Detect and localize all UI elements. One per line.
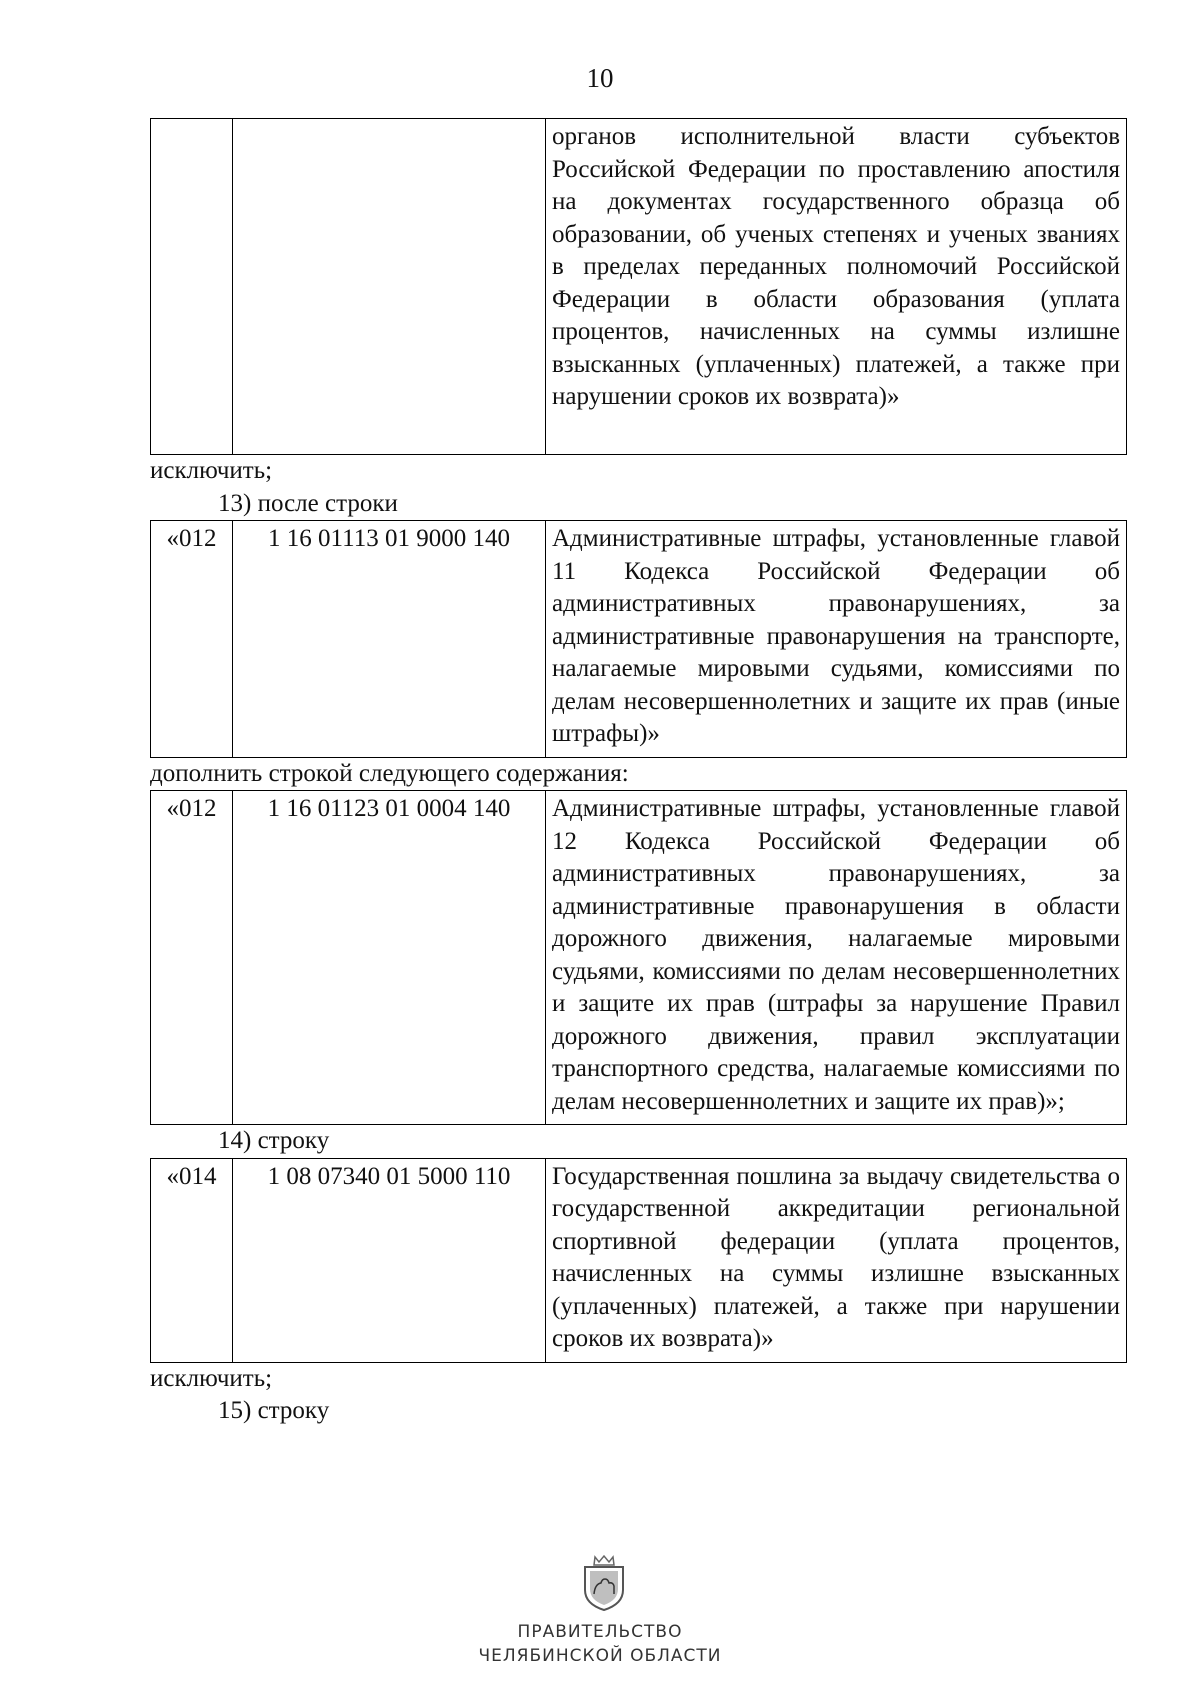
chelyabinsk-coat-of-arms-icon <box>581 1554 627 1612</box>
code-table-item-14 <box>150 1158 1127 1363</box>
admin-code-cell: «014 <box>151 1158 233 1362</box>
item-14-heading: 14) строку <box>218 1127 330 1154</box>
org-name-line-2: ЧЕЛЯБИНСКОЙ ОБЛАСТИ <box>478 1646 722 1666</box>
code-table-item-13 <box>150 520 1127 758</box>
code-table-continued <box>150 118 1127 455</box>
org-name-line-1: ПРАВИТЕЛЬСТВО <box>517 1622 683 1642</box>
admin-code-cell <box>151 119 233 455</box>
description-cell: Государственная пошлина за выдачу свидетельства о государственной аккредитации региональной спортивной федерации (уплата процентов, начисленных на суммы излишне взысканных (уплаченных) платежей, а также при нарушении сроков их возврата)» <box>546 1158 1127 1362</box>
table-row <box>151 1158 1127 1362</box>
kbk-cell: 1 08 07340 01 5000 110 <box>233 1158 546 1362</box>
admin-code-cell: «012 <box>151 791 233 1125</box>
kbk-cell: 1 16 01123 01 0004 140 <box>233 791 546 1125</box>
page-number: 10 <box>586 63 614 93</box>
table-row <box>151 521 1127 758</box>
table-row <box>151 119 1127 455</box>
instruction-exclude: исключить; <box>150 457 273 484</box>
code-table-new-row <box>150 790 1127 1125</box>
government-stamp <box>0 1620 1200 1668</box>
instruction-supplement: дополнить строкой следующего содержания: <box>150 759 629 787</box>
admin-code-cell: «012 <box>151 521 233 758</box>
item-15-heading: 15) строку <box>218 1397 330 1424</box>
instruction-exclude: исключить; <box>150 1364 273 1392</box>
kbk-cell: 1 16 01113 01 9000 140 <box>233 521 546 758</box>
description-cell: органов исполнительной власти субъектов Российской Федерации по проставлению апостиля на документах государственного образца об образовании, об ученых степенях и ученых званиях в пределах переданных полномочий Российской Федерации в области образования (уплата процентов, начисленных на суммы излишне взысканных (уплаченных) платежей, а также при нарушении сроков их возврата)» <box>546 119 1127 455</box>
kbk-cell <box>233 119 546 455</box>
description-cell: Административные штрафы, установленные главой 12 Кодекса Российской Федерации об административных правонарушениях, за административные правонарушения в области дорожного движения, налагаемые мировыми судьями, комиссиями по делам несовершеннолетних и защите их прав (штрафы за нарушение Правил дорожного движения, правил эксплуатации транспортного средства, налагаемые комиссиями по делам несовершеннолетних и защите их прав)»; <box>546 791 1127 1125</box>
document-body <box>150 118 1126 1428</box>
table-row <box>151 791 1127 1125</box>
description-cell: Административные штрафы, установленные главой 11 Кодекса Российской Федерации об административных правонарушениях, за административные правонарушения на транспорте, налагаемые мировыми судьями, комиссиями по делам несовершеннолетних и защите их прав (иные штрафы)» <box>546 521 1127 758</box>
item-13-heading: 13) после строки <box>218 489 398 517</box>
